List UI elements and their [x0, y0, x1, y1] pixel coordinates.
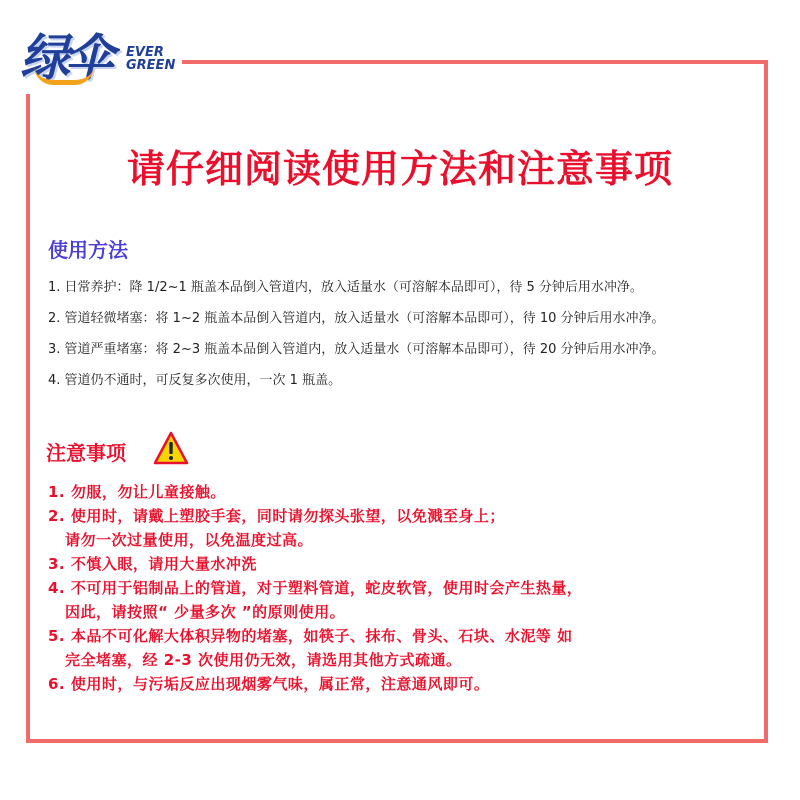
brand-name-en [126, 46, 175, 72]
note-item-continuation: 因此，请按照“ 少量多次 ”的原则使用。 [65, 603, 346, 621]
note-item: 4. 不可用于铝制品上的管道，对于塑料管道，蛇皮软管，使用时会产生热量， [48, 579, 583, 597]
usage-heading: 使用方法 [48, 238, 128, 262]
notes-heading: 注意事项 [46, 441, 126, 465]
note-item-continuation: 请勿一次过量使用，以免温度过高。 [65, 531, 314, 549]
note-item: 3. 不慎入眼，请用大量水冲洗 [48, 555, 257, 573]
usage-item: 3. 管道严重堵塞：将 2~3 瓶盖本品倒入管道内，放入适量水（可溶解本品即可），待 20 分钟后用水冲净。 [48, 342, 665, 357]
note-item: 6. 使用时，与污垢反应出现烟雾气味，属正常，注意通风即可。 [48, 675, 490, 693]
page-title: 请仔细阅读使用方法和注意事项 [126, 147, 673, 191]
note-item-continuation: 完全堵塞，经 2-3 次使用仍无效，请选用其他方式疏通。 [65, 651, 462, 669]
usage-item: 4. 管道仍不通时，可反复多次使用，一次 1 瓶盖。 [48, 373, 342, 388]
brand-name-en-line1: EVER [126, 45, 164, 60]
usage-item: 2. 管道轻微堵塞：将 1~2 瓶盖本品倒入管道内，放入适量水（可溶解本品即可），待 10 分钟后用水冲净。 [48, 311, 665, 326]
warning-triangle-icon [153, 431, 189, 465]
usage-item: 1. 日常养护：降 1/2~1 瓶盖本品倒入管道内，放入适量水（可溶解本品即可），待 5 分钟后用水冲净。 [48, 280, 643, 295]
brand-name-cn: 绿伞 [20, 29, 108, 87]
brand-swoosh [34, 66, 94, 85]
brand-logo [12, 14, 182, 94]
note-item: 1. 勿服，勿让儿童接触。 [48, 483, 226, 501]
note-item: 5. 本品不可化解大体积异物的堵塞，如筷子、抹布、骨头、石块、水泥等 如 [48, 627, 573, 645]
brand-name-en-line2: GREEN [126, 58, 176, 73]
notes-list [48, 480, 582, 696]
usage-list [48, 272, 665, 396]
note-item: 2. 使用时，请戴上塑胶手套，同时请勿探头张望，以免溅至身上； [48, 507, 505, 525]
